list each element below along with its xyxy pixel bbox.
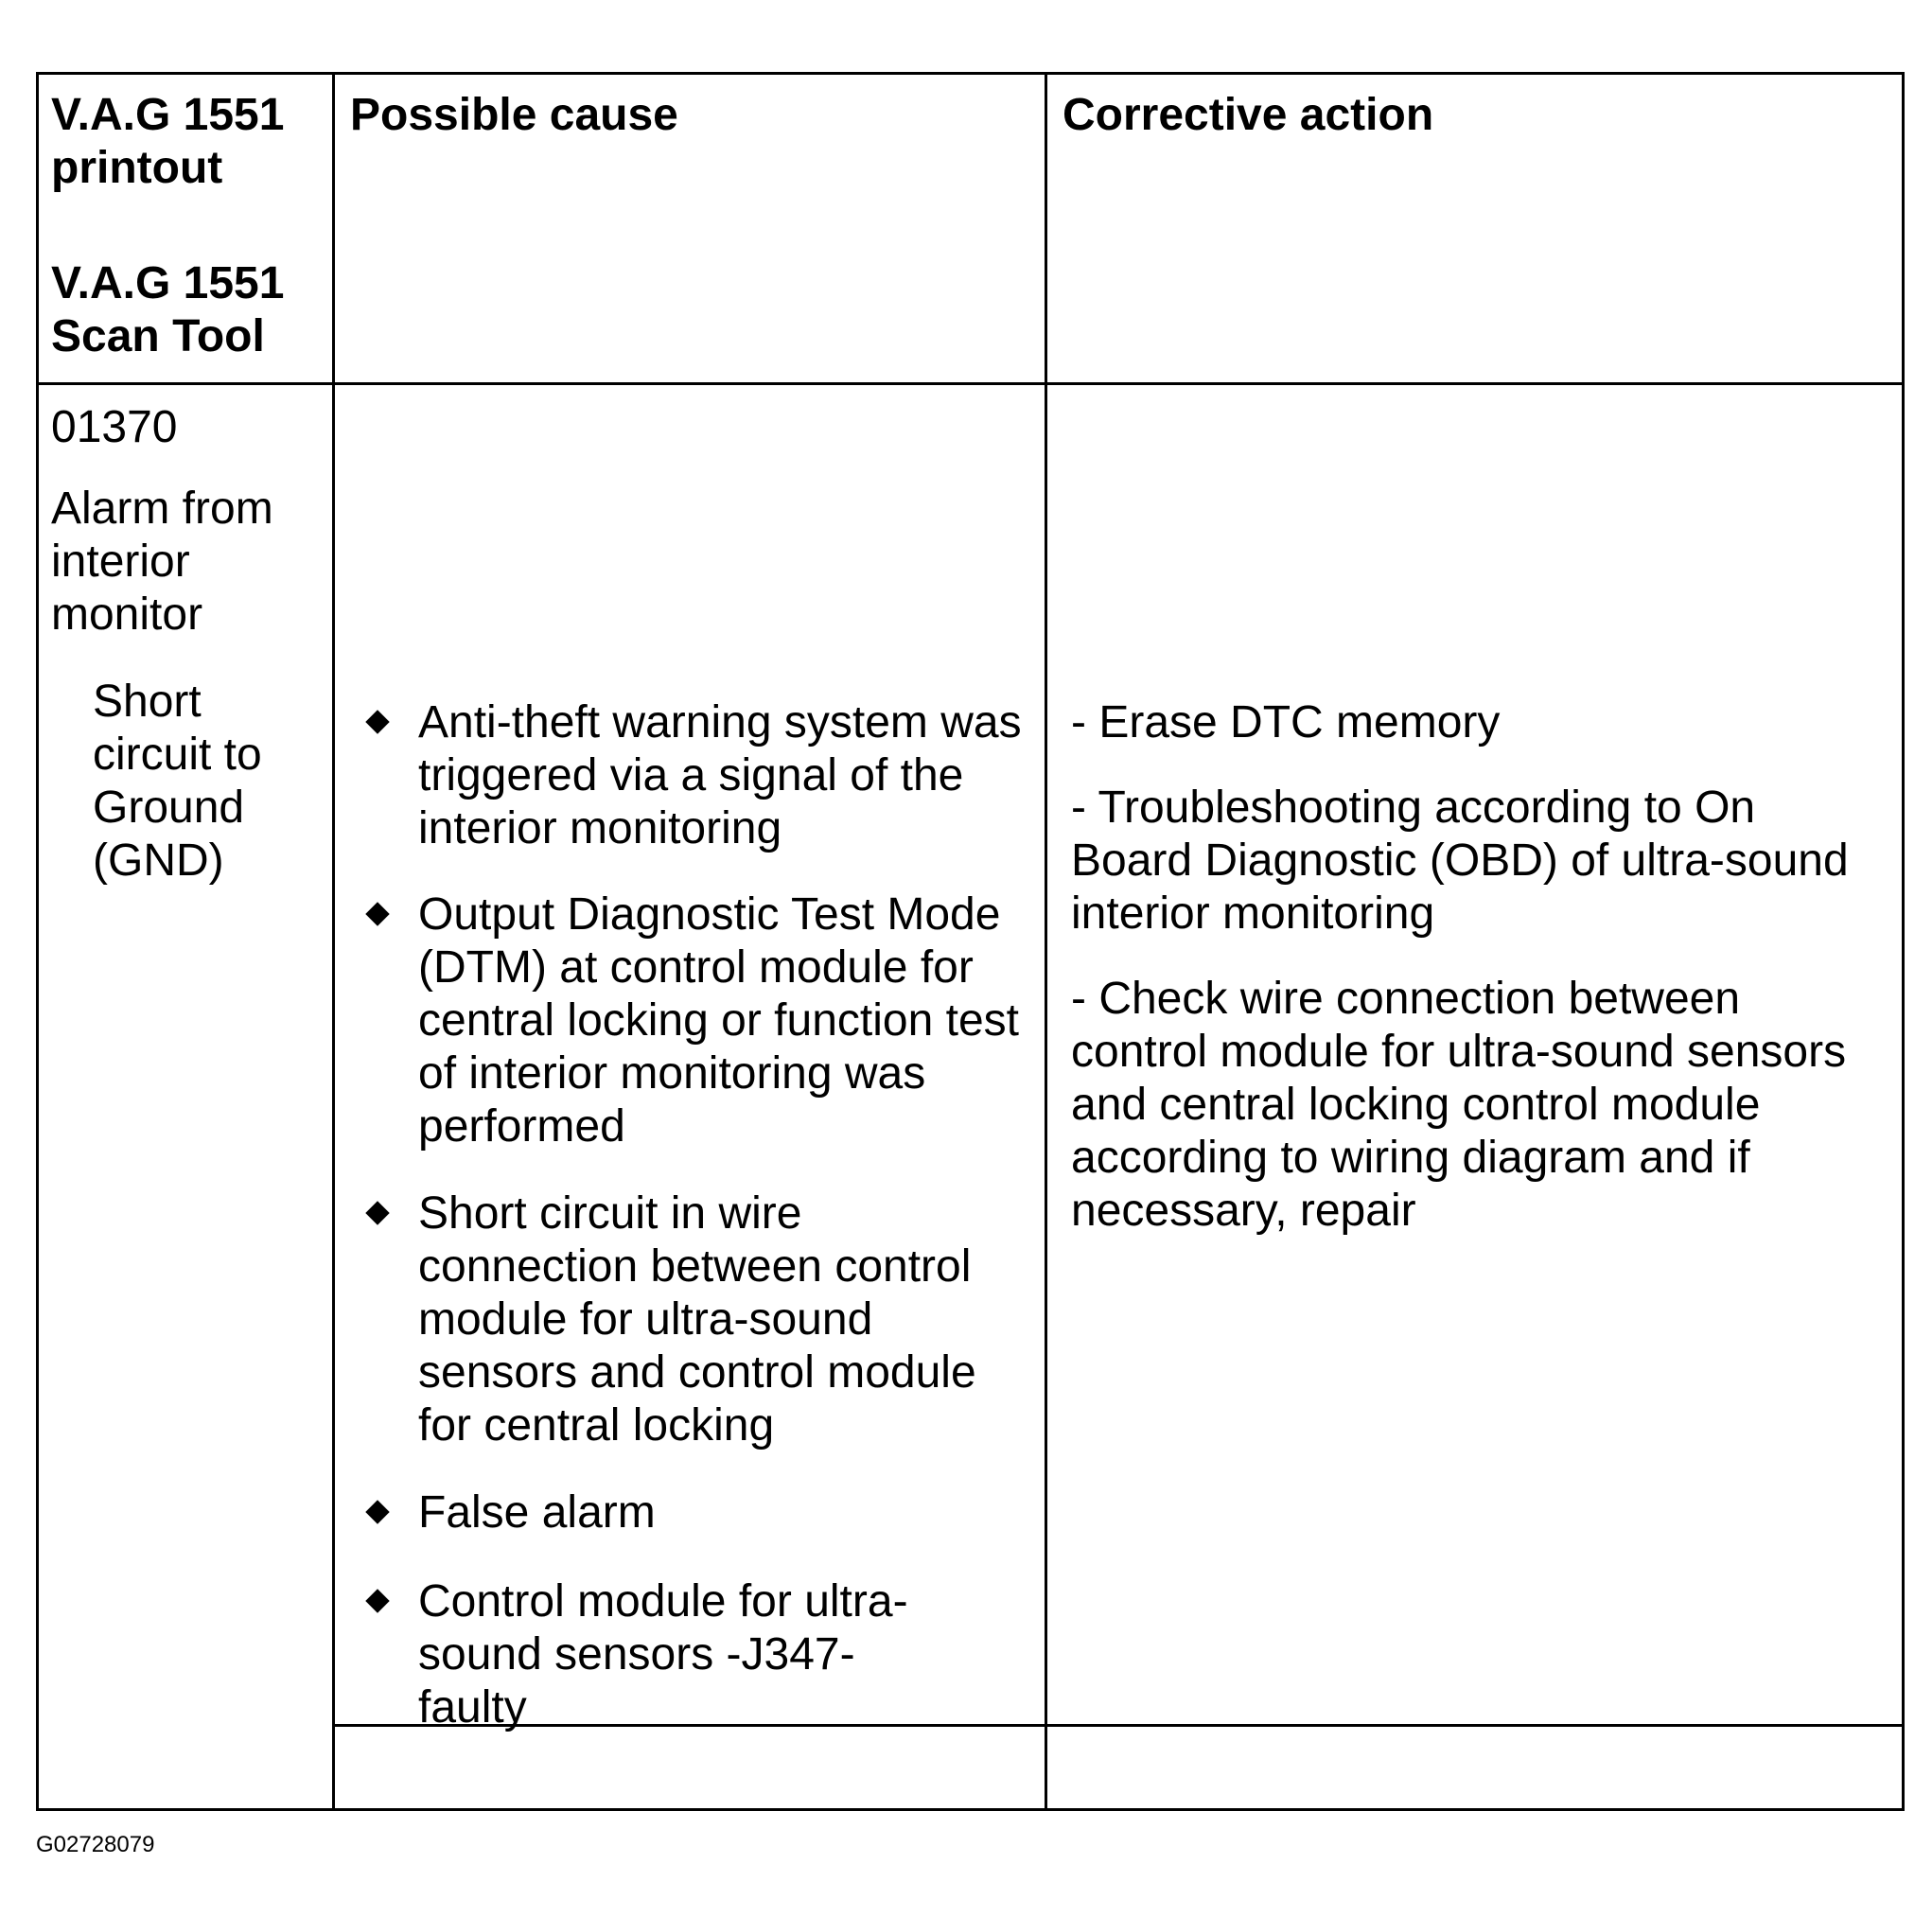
bullet-diamond-icon [365, 1500, 389, 1523]
dtc-condition: Short circuit to Ground (GND) [93, 677, 262, 886]
table-border-bottom [36, 1808, 1905, 1811]
dtc-description: Alarm from interior monitor [51, 484, 273, 640]
column-divider-2 [1045, 72, 1047, 1811]
table-border-top [36, 72, 1905, 75]
header-divider [36, 382, 1905, 385]
header-scan-tool: V.A.G 1551 Scan Tool [51, 258, 285, 361]
corrective-action-item: - Erase DTC memory [1071, 697, 1501, 747]
cause-text: Control module for ultra-sound sensors -J347- faulty [418, 1576, 908, 1732]
header-corrective-action: Corrective action [1063, 90, 1434, 140]
corrective-action-item: - Check wire connection between control module for ultra-sound sensors and central locking control module according to wiring diagram and if necessary, repair [1071, 974, 1847, 1236]
dtc-table [36, 72, 1905, 1811]
cause-text: False alarm [418, 1487, 656, 1538]
dtc-code: 01370 [51, 402, 178, 452]
bullet-diamond-icon [365, 1201, 389, 1224]
table-border-right [1902, 72, 1905, 1811]
header-possible-cause: Possible cause [350, 90, 678, 140]
header-printout: V.A.G 1551 printout [51, 90, 285, 193]
column-divider-1 [332, 72, 335, 1811]
corrective-action-item: - Troubleshooting according to On Board Diagnostic (OBD) of ultra-sound interior monitoring [1071, 783, 1849, 939]
figure-id: G02728079 [36, 1832, 155, 1857]
bullet-diamond-icon [365, 710, 389, 733]
cause-text: Short circuit in wire connection between control module for ultra-sound sensors and control module for central locking [418, 1188, 976, 1451]
bullet-diamond-icon [365, 902, 389, 925]
table-border-left [36, 72, 39, 1811]
cause-text: Anti-theft warning system was triggered via a signal of the interior monitoring [418, 697, 1022, 853]
cause-text: Output Diagnostic Test Mode (DTM) at control module for central locking or function test of interior monitoring was performed [418, 889, 1019, 1152]
bullet-diamond-icon [365, 1589, 389, 1612]
